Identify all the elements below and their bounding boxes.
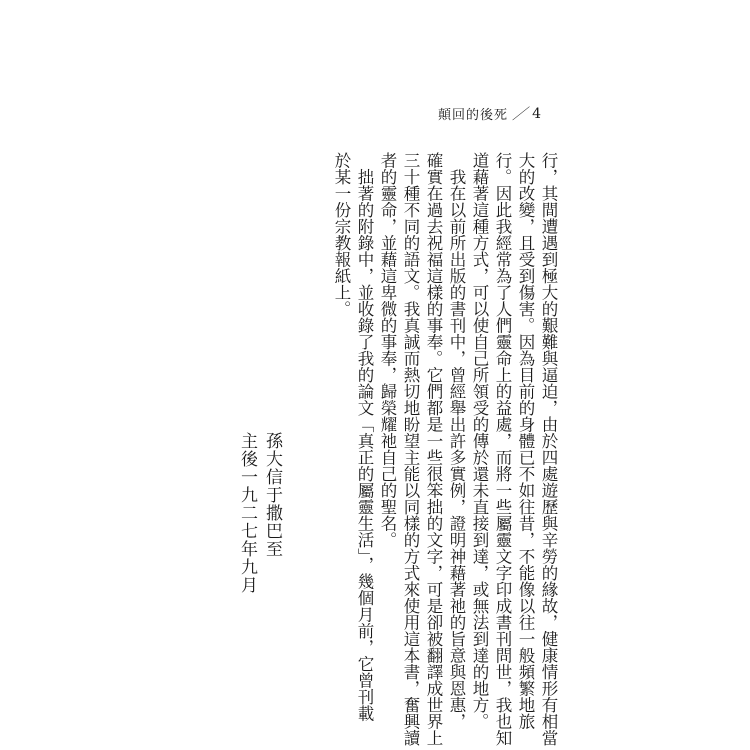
text-line: 者的靈命，並藉這卑微的事奉，歸榮耀祂自己的聖名。 <box>378 152 397 548</box>
text-line: 大的改變，且受到傷害。因為目前的身體已不如往昔，不能像以往一般頻繁地旅 <box>516 152 535 730</box>
text-line: 行，其間遭遇到極大的艱難與逼迫，由於四處遊歷與辛勞的緣故，健康情形有相當 <box>539 152 558 746</box>
text-line: 確實在過去祝福這樣的事奉。它們都是一些很笨拙的文字，可是卻被翻譯成世界上 <box>424 152 443 746</box>
text-line: 我在以前所出版的書刊中，曾經舉出許多實例，證明神藉著祂的旨意與恩惠， <box>447 152 466 730</box>
text-line: 於某一份宗教報紙上。 <box>332 152 351 317</box>
text-line: 三十種不同的語文。我真誠而熱切地盼望主能以同樣的方式來使用這本書，奮興讀 <box>401 152 420 746</box>
chapter-title: 顛回的後死 <box>438 108 509 123</box>
signature-author: 孫大信于撒巴至 <box>262 432 282 558</box>
body-text <box>330 152 560 746</box>
running-header <box>438 103 542 124</box>
page-number: 4 <box>532 105 542 122</box>
text-line: 行。因此我經常為了人們靈命上的益處，而將一些屬靈文字印成書刊問世，我也知 <box>493 152 512 746</box>
text-line: 拙著的附錄中，並收錄了我的論文「真正的屬靈生活」，幾個月前，它曾刊載 <box>355 152 374 722</box>
signature-date: 主後一九二七年九月 <box>237 432 257 594</box>
signature-block <box>234 432 284 692</box>
header-separator: ／ <box>512 105 529 123</box>
text-line: 道藉著這種方式，可以使自己所領受的傳於還未直接到達，或無法到達的地方。 <box>470 152 489 730</box>
